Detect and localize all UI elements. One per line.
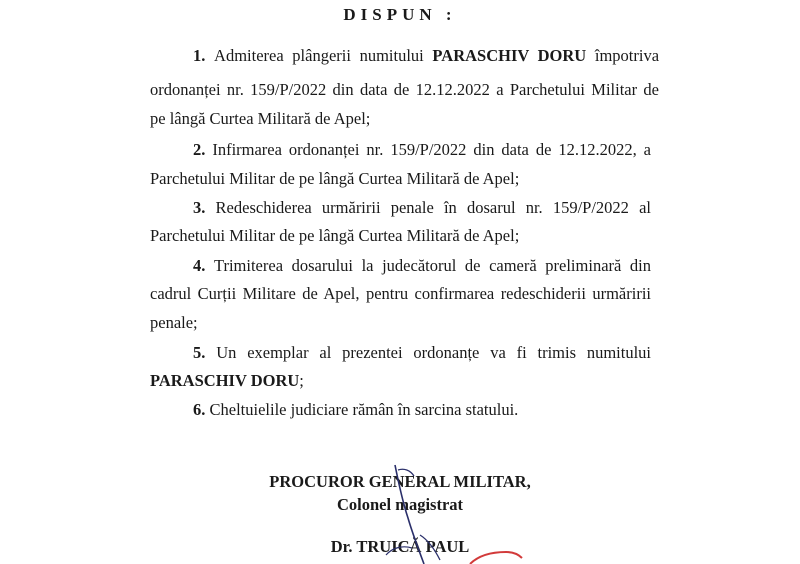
signature-name: Dr. TRUICĂ PAUL xyxy=(330,537,470,556)
item-1-line-2: ordonanței nr. 159/P/2022 din data de 12.12.2022 a Parchetului Militar de xyxy=(150,80,659,99)
complainant-name-2: PARASCHIV DORU xyxy=(150,371,300,390)
document-heading: DISPUN : xyxy=(343,5,457,24)
item-6-number: 6. xyxy=(193,400,206,419)
item-2-number: 2. xyxy=(193,140,206,159)
item-6-line-1: 6. Cheltuielile judiciare rămân în sarcina statului. xyxy=(193,400,519,419)
item-3-line-2: Parchetului Militar de pe lângă Curtea Militară de Apel; xyxy=(150,226,520,245)
item-4-line-2: cadrul Curții Militare de Apel, pentru confirmarea redeschiderii urmăririi xyxy=(150,284,651,303)
item-3-number: 3. xyxy=(193,198,206,217)
item-4-number: 4. xyxy=(193,256,206,275)
item-5-line-1: 5. Un exemplar al prezentei ordonanțe va fi trimis numitului xyxy=(193,343,652,362)
item-2-line-2: Parchetului Militar de pe lângă Curtea Militară de Apel; xyxy=(150,169,520,188)
item-5-number: 5. xyxy=(193,343,206,362)
item-5-line-2: PARASCHIV DORU; xyxy=(150,371,304,390)
item-1-line-1: 1. Admiterea plângerii numitului PARASCHIV DORU împotriva xyxy=(193,46,660,65)
item-1-line-3: pe lângă Curtea Militară de Apel; xyxy=(150,109,371,128)
signature-title: PROCUROR GENERAL MILITAR, xyxy=(269,472,531,491)
item-3-line-1: 3. Redeschiderea urmăririi penale în dosarul nr. 159/P/2022 al xyxy=(193,198,652,217)
item-1-number: 1. xyxy=(193,46,206,65)
item-2-line-1: 2. Infirmarea ordonanței nr. 159/P/2022 din data de 12.12.2022, a xyxy=(193,140,651,159)
signature-rank: Colonel magistrat xyxy=(336,495,464,514)
item-4-line-3: penale; xyxy=(150,313,198,332)
item-4-line-1: 4. Trimiterea dosarului la judecătorul de cameră preliminară din xyxy=(193,256,652,275)
complainant-name: PARASCHIV DORU xyxy=(432,46,587,65)
